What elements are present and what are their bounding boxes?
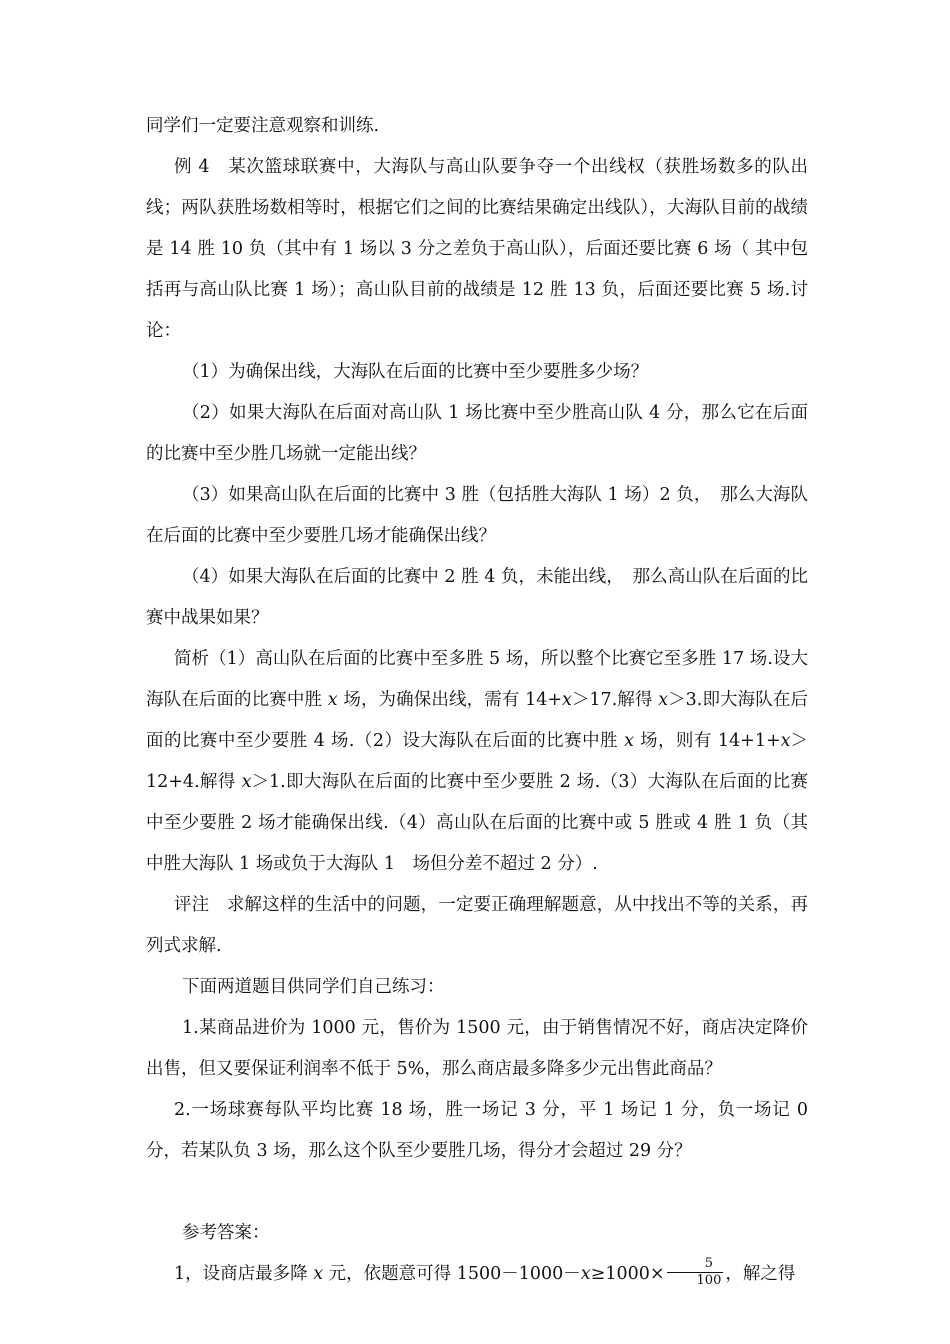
question-2: （2）如果大海队在后面对高山队 1 场比赛中至少胜高山队 4 分，那么它在后面的比赛中至少胜几场就一定能出线？: [146, 403, 808, 464]
exercise-1: 1.某商品进价为 1000 元，售价为 1500 元，由于销售情况不好，商店决定降价出售，但又要保证利润率不低于 5%，那么商店最多降多少元出售此商品？: [146, 1018, 808, 1079]
answers-heading: 参考答案：: [182, 1223, 270, 1243]
analysis-text: 场，为确保出线，需有 14+: [337, 690, 563, 710]
analysis-text: ＞12+4.解得: [146, 731, 808, 792]
analysis-text: ＞1.即大海队在后面的比赛中至少要胜 2 场.（3）大海队在后面的比赛中至少要胜 2 场才能确保出线.（4）高山队在后面的比赛中或 5 胜或 4 胜 1 负（其中胜大海队 1 场或负于大海队 1 场但分差不超过 2 分）.: [146, 772, 808, 874]
answer-text: ≥1000×: [590, 1264, 665, 1284]
variable-x: x: [313, 1264, 324, 1284]
analysis-text: ＞17.解得: [571, 690, 659, 710]
variable-x: x: [562, 690, 572, 710]
example-4-paragraph: 例 4 某次篮球联赛中，大海队与高山队要争夺一个出线权（获胜场数多的队出线；两队获胜场数相等时，根据它们之间的比赛结果确定出线队），大海队目前的战绩是 14 胜 10 负（其中有 1 场以 3 分之差负于高山队），后面还要比赛 6 场（ 其中包括再与高山队比赛 1 场）；高山队目前的战绩是 12 胜 13 负，后面还要比赛 5 场.讨论：: [146, 157, 808, 341]
variable-x: x: [327, 690, 338, 710]
exercise-2: 2.一场球赛每队平均比赛 18 场，胜一场记 3 分，平 1 场记 1 分，负一场记 0 分，若某队负 3 场，那么这个队至少要胜几场，得分才会超过 29 分？: [146, 1100, 808, 1161]
answer-text: ，解之得: [725, 1264, 796, 1284]
answer-text: 元，依题意可得 1500－1000－: [323, 1264, 581, 1284]
variable-x: x: [624, 731, 634, 751]
variable-x: x: [780, 731, 791, 751]
question-1: （1）为确保出线，大海队在后面的比赛中至少要胜多少场？: [182, 362, 649, 382]
analysis-paragraph: [146, 639, 808, 885]
answer-1: [146, 1254, 808, 1295]
question-3: （3）如果高山队在后面的比赛中 3 胜（包括胜大海队 1 场）2 负， 那么大海队在后面的比赛中至少要胜几场才能确保出线？: [146, 485, 808, 546]
variable-x: x: [580, 1264, 591, 1284]
document-body: [146, 106, 808, 1295]
analysis-text: 场，则有 14+1+: [633, 731, 781, 751]
spacer: [146, 1172, 808, 1213]
fraction: [667, 1256, 724, 1289]
practice-intro: 下面两道题目供同学们自己练习：: [182, 977, 445, 997]
comment-paragraph: 评注 求解这样的生活中的问题，一定要正确理解题意，从中找出不等的关系，再列式求解.: [146, 895, 808, 956]
analysis-text: ＞3.即大海队在后面的比赛中至少要胜 4 场.（2）设大海队在后面的比赛中胜: [146, 690, 808, 751]
fraction-denominator: 100: [696, 1273, 722, 1288]
answer-text: 1，设商店最多降: [174, 1264, 314, 1284]
fraction-numerator: 5: [667, 1256, 724, 1273]
question-4: （4）如果大海队在后面的比赛中 2 胜 4 负，未能出线， 那么高山队在后面的比赛中战果如果？: [146, 567, 808, 628]
variable-x: x: [658, 690, 669, 710]
analysis-text: 简析（1）高山队在后面的比赛中至多胜 5 场，所以整个比赛它至多胜 17 场.设大海队在后面的比赛中胜: [146, 649, 808, 710]
intro-paragraph: 同学们一定要注意观察和训练.: [146, 116, 380, 136]
variable-x: x: [241, 772, 252, 792]
